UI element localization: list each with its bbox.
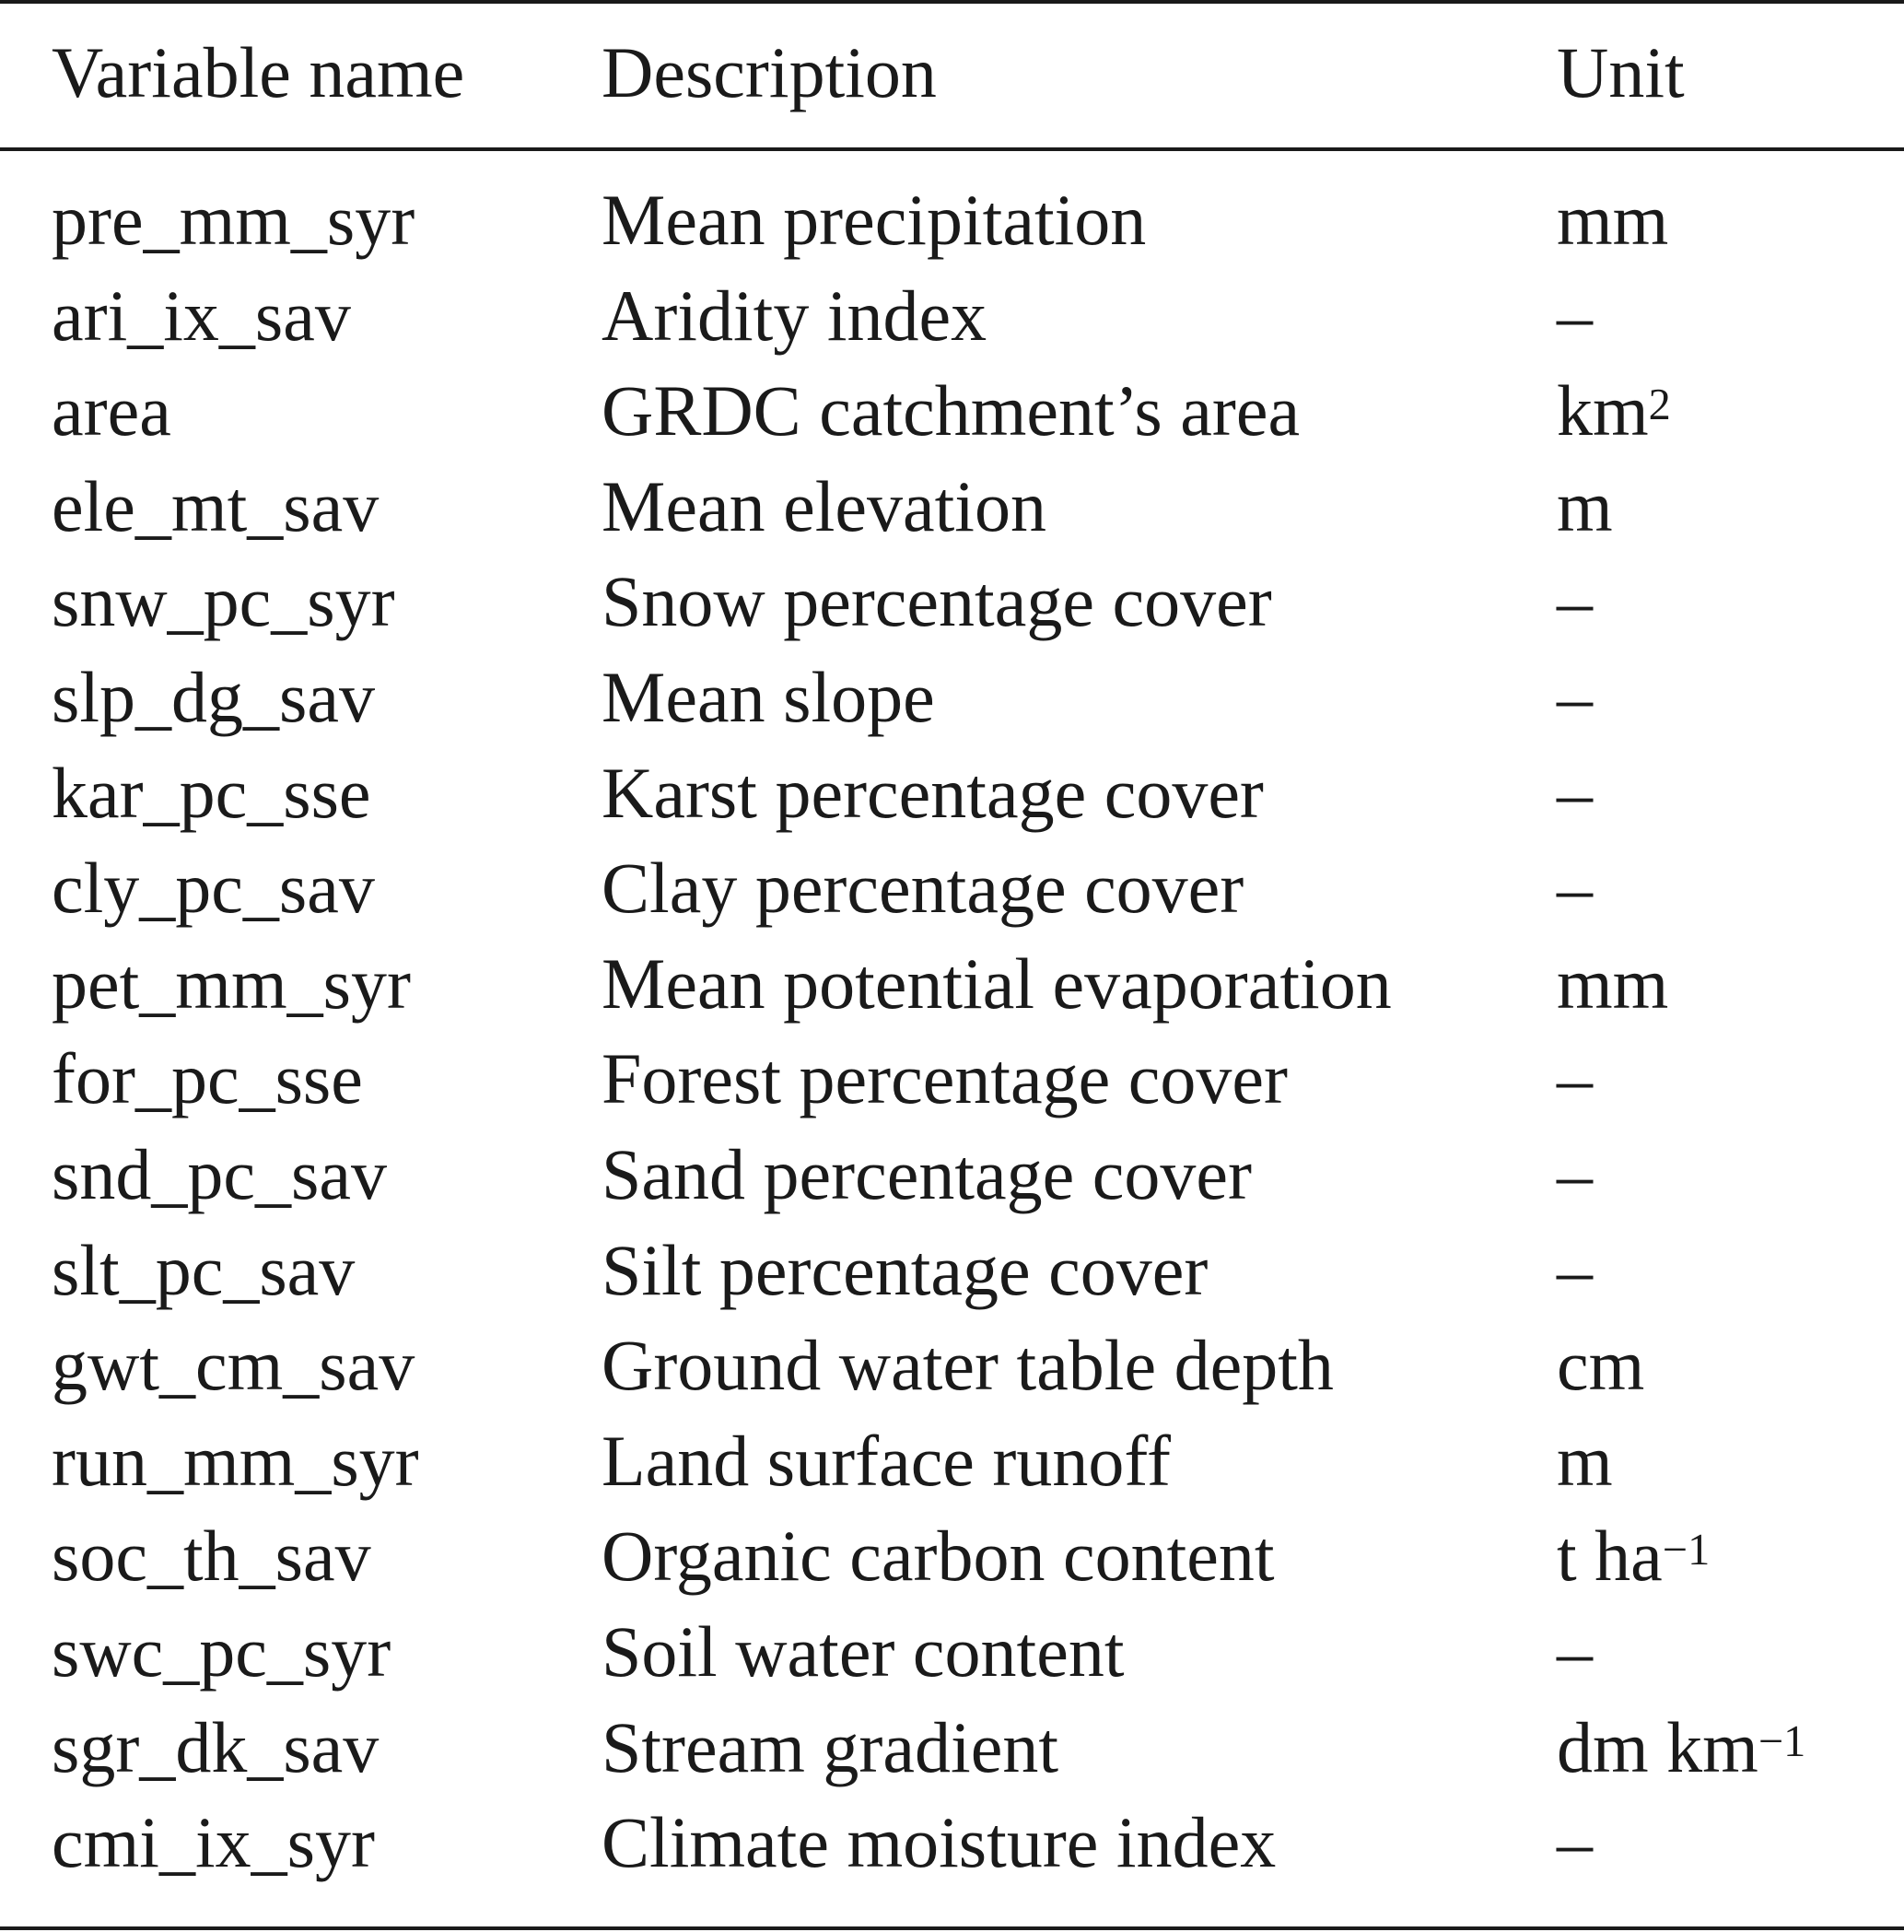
cell-unit	[1557, 1421, 1613, 1501]
unit-base: m	[1557, 1421, 1613, 1501]
cell-unit	[1557, 561, 1593, 641]
cell-description: Mean potential evaporation	[602, 943, 1392, 1024]
unit-base: dm km	[1557, 1707, 1758, 1787]
cell-variable-name: snd_pc_sav	[52, 1134, 387, 1214]
unit-base: t ha	[1557, 1516, 1663, 1596]
cell-unit	[1557, 466, 1613, 546]
cell-variable-name: slt_pc_sav	[52, 1230, 356, 1310]
cell-description: GRDC catchment’s area	[602, 370, 1301, 451]
cell-description: Sand percentage cover	[602, 1134, 1252, 1214]
cell-unit	[1557, 1325, 1645, 1405]
unit-exponent: −1	[1662, 1526, 1711, 1575]
cell-unit	[1557, 943, 1669, 1024]
table-top-rule	[0, 0, 1904, 4]
cell-variable-name: slp_dg_sav	[52, 657, 375, 737]
cell-description: Mean precipitation	[602, 180, 1147, 260]
header-unit: Unit	[1557, 32, 1685, 112]
unit-base: –	[1557, 1802, 1593, 1882]
cell-variable-name: cmi_ix_syr	[52, 1802, 375, 1882]
cell-description: Mean elevation	[602, 466, 1046, 546]
cell-variable-name: kar_pc_sse	[52, 753, 371, 833]
unit-base: –	[1557, 275, 1593, 356]
cell-unit	[1557, 753, 1593, 833]
cell-variable-name: for_pc_sse	[52, 1038, 363, 1118]
cell-description: Silt percentage cover	[602, 1230, 1209, 1310]
unit-base: –	[1557, 848, 1593, 928]
cell-description: Snow percentage cover	[602, 561, 1272, 641]
unit-base: –	[1557, 1230, 1593, 1310]
cell-description: Mean slope	[602, 657, 935, 737]
cell-variable-name: run_mm_syr	[52, 1421, 419, 1501]
unit-base: –	[1557, 1134, 1593, 1214]
unit-base: –	[1557, 561, 1593, 641]
cell-variable-name: snw_pc_syr	[52, 561, 395, 641]
cell-unit	[1557, 180, 1669, 260]
cell-description: Clay percentage cover	[602, 848, 1244, 928]
cell-unit	[1557, 1802, 1593, 1882]
unit-exponent: −1	[1758, 1717, 1806, 1767]
cell-unit	[1557, 1516, 1711, 1596]
cell-unit	[1557, 1230, 1593, 1310]
unit-base: km	[1557, 370, 1649, 451]
cell-unit	[1557, 1611, 1593, 1692]
unit-base: mm	[1557, 180, 1669, 260]
cell-unit	[1557, 657, 1593, 737]
cell-description: Organic carbon content	[602, 1516, 1275, 1596]
unit-base: m	[1557, 466, 1613, 546]
header-variable-name: Variable name	[52, 32, 465, 112]
cell-variable-name: pet_mm_syr	[52, 943, 411, 1024]
cell-unit	[1557, 275, 1593, 356]
unit-base: –	[1557, 753, 1593, 833]
table-header-rule	[0, 147, 1904, 151]
cell-description: Karst percentage cover	[602, 753, 1264, 833]
cell-variable-name: ari_ix_sav	[52, 275, 351, 356]
header-description: Description	[602, 32, 937, 112]
cell-description: Stream gradient	[602, 1707, 1058, 1787]
cell-variable-name: pre_mm_syr	[52, 180, 415, 260]
unit-base: mm	[1557, 943, 1669, 1024]
unit-exponent: 2	[1648, 381, 1671, 430]
cell-unit	[1557, 1038, 1593, 1118]
cell-variable-name: swc_pc_syr	[52, 1611, 391, 1692]
cell-unit	[1557, 848, 1593, 928]
cell-variable-name: soc_th_sav	[52, 1516, 371, 1596]
cell-unit	[1557, 370, 1671, 451]
cell-unit	[1557, 1707, 1806, 1787]
unit-base: cm	[1557, 1325, 1645, 1405]
cell-variable-name: area	[52, 370, 171, 451]
cell-variable-name: cly_pc_sav	[52, 848, 375, 928]
cell-description: Forest percentage cover	[602, 1038, 1288, 1118]
cell-description: Aridity index	[602, 275, 987, 356]
cell-description: Ground water table depth	[602, 1325, 1334, 1405]
table-bottom-rule	[0, 1926, 1904, 1930]
cell-unit	[1557, 1134, 1593, 1214]
cell-description: Land surface runoff	[602, 1421, 1171, 1501]
cell-variable-name: gwt_cm_sav	[52, 1325, 415, 1405]
unit-base: –	[1557, 1038, 1593, 1118]
cell-variable-name: ele_mt_sav	[52, 466, 380, 546]
cell-variable-name: sgr_dk_sav	[52, 1707, 380, 1787]
cell-description: Climate moisture index	[602, 1802, 1277, 1882]
cell-description: Soil water content	[602, 1611, 1125, 1692]
unit-base: –	[1557, 657, 1593, 737]
unit-base: –	[1557, 1611, 1593, 1692]
